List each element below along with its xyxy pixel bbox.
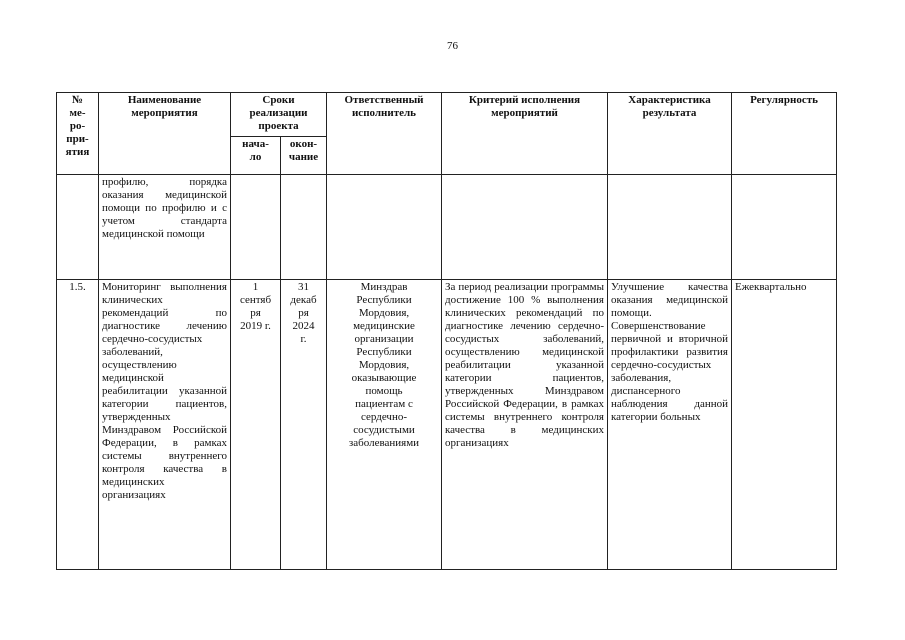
cell-name: профилю, порядка оказания медицинской помощи по профилю и с учетом стандарта медицинской помощи — [99, 175, 231, 280]
cell-start — [231, 175, 281, 280]
header-start: нача- ло — [231, 137, 281, 175]
header-period: Сроки реализации проекта — [231, 93, 327, 137]
cell-criterion: За период реализации программы достижение 100 % выполнения клинических рекомендаций по диагностике лечению сердечно-сосудистых заболеваний, осуществлению медицинской реабилитации указанной категории пациентов, утвержденных Минздравом Российской Федерации, в рамках системы внутреннего контроля качества в медицинских организациях — [442, 280, 608, 570]
table-row — [57, 280, 837, 570]
cell-name: Мониторинг выполнения клинических рекомендаций по диагностике лечению сердечно-сосудистых заболеваний, осуществлению медицинской реабилитации указанной категории пациентов, утвержденных Минздравом Российской Федерации, в рамках системы внутреннего контроля качества в медицинских организациях — [99, 280, 231, 570]
cell-executor — [327, 175, 442, 280]
table-header-row — [57, 93, 837, 137]
cell-executor: Минздрав Республики Мордовия, медицинские организации Республики Мордовия, оказывающие помощь пациентам с сердечно- сосудистыми заболеваниями — [327, 280, 442, 570]
header-criterion: Критерий исполнения мероприятий — [442, 93, 608, 175]
header-executor: Ответственный исполнитель — [327, 93, 442, 175]
cell-result: Улучшение качества оказания медицинской помощи. Совершенствование первичной и вторичной профилактики развития сердечно-сосудистых заболевания, диспансерного наблюдения данной категории больных — [608, 280, 732, 570]
cell-num — [57, 175, 99, 280]
cell-regularity: Ежеквартально — [732, 280, 837, 570]
header-regularity: Регулярность — [732, 93, 837, 175]
activities-table — [56, 92, 837, 570]
cell-regularity — [732, 175, 837, 280]
cell-end — [281, 175, 327, 280]
cell-num: 1.5. — [57, 280, 99, 570]
header-name: Наименование мероприятия — [99, 93, 231, 175]
cell-end: 31 декаб ря 2024 г. — [281, 280, 327, 570]
page-number: 76 — [447, 40, 458, 52]
cell-criterion — [442, 175, 608, 280]
cell-start: 1 сентяб ря 2019 г. — [231, 280, 281, 570]
header-end: окон- чание — [281, 137, 327, 175]
cell-result — [608, 175, 732, 280]
table-row-continuation — [57, 175, 837, 280]
header-num: № ме- ро- при- ятия — [57, 93, 99, 175]
header-result: Характеристика результата — [608, 93, 732, 175]
